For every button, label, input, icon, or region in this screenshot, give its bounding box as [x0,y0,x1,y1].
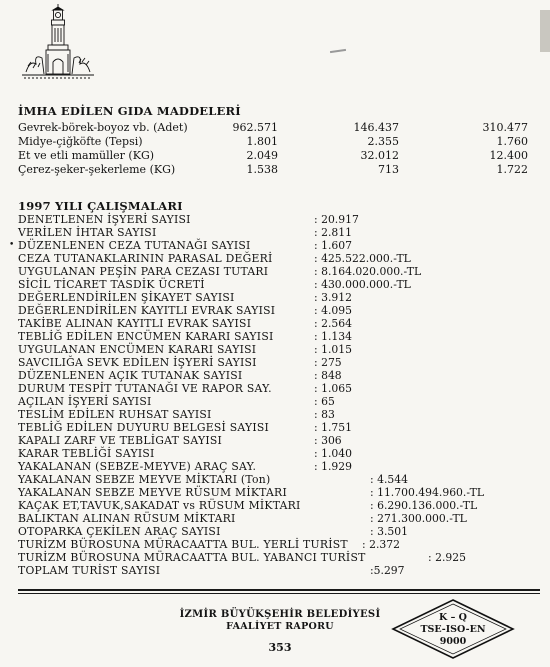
work-value: : 1.929 [314,460,352,473]
work-value: : 1.040 [314,447,352,460]
food-value-2: 2.355 [367,135,399,148]
work-label: BALIKTAN ALINAN RÜSUM MİKTARI [18,512,236,525]
work-label: AÇILAN İŞYERİ SAYISI [18,395,152,408]
work-label: SİCİL TİCARET TASDİK ÜCRETİ [18,278,205,291]
food-value-1: 962.571 [232,121,278,134]
work-value: : 2.372 [362,538,400,551]
work-label: TEBLİĞ EDİLEN ENCÜMEN KARARI SAYISI [18,330,274,343]
work-value: : 1.015 [314,343,352,356]
food-value-3: 12.400 [489,149,528,162]
food-value-1: 1.801 [246,135,278,148]
clock-tower-icon [20,2,96,80]
work-label: TEBLİĞ EDİLEN DUYURU BELGESİ SAYISI [18,421,270,434]
food-value-1: 2.049 [246,149,278,162]
work-label: TAKİBE ALINAN KAYITLI EVRAK SAYISI [18,317,252,330]
food-label: Et ve etli mamüller (KG) [18,149,155,162]
work-value: : 65 [314,395,335,408]
food-row [18,149,528,163]
work-label: TURİZM BÜROSUNA MÜRACAATTA BUL. YERLİ TURİST [18,538,348,551]
food-label: Gevrek-börek-boyoz vb. (Adet) [18,121,188,134]
food-label: Çerez-şeker-şekerleme (KG) [18,163,176,176]
work-value: : 425.522.000.-TL [314,252,411,265]
food-row [18,163,528,177]
work-label: UYGULANAN ENCÜMEN KARARI SAYISI [18,343,257,356]
work-label: DENETLENEN İŞYERİ SAYISI [18,213,191,226]
work-label: DURUM TESPİT TUTANAĞI VE RAPOR SAY. [18,382,272,395]
work-label: YAKALANAN SEBZE MEYVE MİKTARI (Ton) [18,473,271,486]
badge-line-1: K – Q [439,612,467,623]
organization-name: İZMİR BÜYÜKŞEHİR BELEDİYESİ [179,609,381,620]
work-section-title: 1997 YILI ÇALIŞMALARI [18,199,183,213]
work-label: VERİLEN İHTAR SAYISI [18,226,157,239]
scan-speck [330,49,346,53]
work-value: : 4.544 [370,473,408,486]
work-label: YAKALANAN SEBZE MEYVE RÜSUM MİKTARI [18,486,287,499]
work-value: : 3.501 [370,525,408,538]
work-label: TURİZM BÜROSUNA MÜRACAATTA BUL. YABANCI TURİST [18,551,366,564]
badge-line-3: 9000 [439,636,467,647]
food-row [18,135,528,149]
work-value: : 271.300.000.-TL [370,512,467,525]
report-title: FAALİYET RAPORU [226,621,334,632]
work-value: : 1.065 [314,382,352,395]
work-value: : 11.700.494.960.-TL [370,486,484,499]
work-value: : 275 [314,356,342,369]
work-label: KAÇAK ET,TAVUK,SAKADAT vs RÜSUM MİKTARI [18,499,301,512]
work-label: UYGULANAN PEŞİN PARA CEZASI TUTARI [18,265,269,278]
work-value: : 8.164.020.000.-TL [314,265,422,278]
food-row [18,121,528,135]
badge-line-2: TSE-ISO-EN [420,624,486,635]
work-value: : 848 [314,369,342,382]
food-value-3: 1.760 [496,135,528,148]
footer-rule [18,589,540,591]
work-value: : 83 [314,408,335,421]
work-label: CEZA TUTANAKLARININ PARASAL DEĞERİ [18,252,273,265]
work-label: OTOPARKA ÇEKİLEN ARAÇ SAYISI [18,525,221,538]
food-value-2: 32.012 [360,149,399,162]
food-value-3: 310.477 [482,121,528,134]
work-value: : 20.917 [314,213,359,226]
work-value: : 2.564 [314,317,352,330]
page-number: 353 [268,641,292,654]
work-label: TESLİM EDİLEN RUHSAT SAYISI [18,408,212,421]
work-label: KAPALI ZARF VE TEBLİGAT SAYISI [18,434,223,447]
work-value: :5.297 [370,564,405,577]
food-label: Midye-çiğköfte (Tepsi) [18,135,143,148]
work-value: : 2.811 [314,226,352,239]
footer-rule [18,593,540,594]
margin-bullet: • [9,240,15,250]
work-value: : 1.607 [314,239,352,252]
food-value-3: 1.722 [496,163,528,176]
work-label: DEĞERLENDİRİLEN ŞİKAYET SAYISI [18,291,235,304]
work-label: TOPLAM TURİST SAYISI [18,564,161,577]
work-label: DEĞERLENDİRİLEN KAYITLI EVRAK SAYISI [18,304,276,317]
work-label: SAVCILIĞA SEVK EDİLEN İŞYERİ SAYISI [18,356,257,369]
work-label: DÜZENLENEN AÇIK TUTANAK SAYISI [18,369,243,382]
work-value: : 2.925 [428,551,466,564]
food-value-2: 713 [378,163,399,176]
scan-edge-mark [540,10,550,52]
work-value: : 6.290.136.000.-TL [370,499,478,512]
work-value: : 306 [314,434,342,447]
work-label: KARAR TEBLİĞİ SAYISI [18,447,155,460]
food-section-title: İMHA EDİLEN GIDA MADDELERİ [18,104,241,118]
work-value: : 1.134 [314,330,352,343]
work-value: : 3.912 [314,291,352,304]
work-value: : 1.751 [314,421,352,434]
work-value: : 4.095 [314,304,352,317]
food-value-1: 1.538 [246,163,278,176]
work-label: YAKALANAN (SEBZE-MEYVE) ARAÇ SAY. [18,460,257,473]
work-label: DÜZENLENEN CEZA TUTANAĞI SAYISI [18,239,251,252]
work-value: : 430.000.000.-TL [314,278,411,291]
food-value-2: 146.437 [353,121,399,134]
